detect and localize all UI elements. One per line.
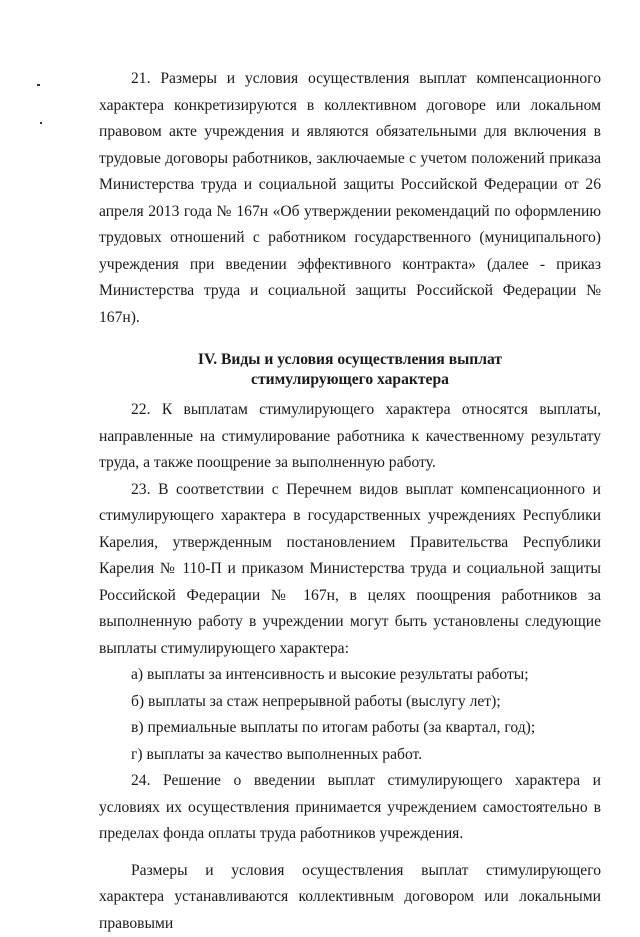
list-item: г) выплаты за качество выполненных работ. bbox=[131, 742, 601, 769]
section-heading-line-1: IV. Виды и условия осуществления выплат bbox=[99, 350, 601, 370]
paragraph-22: 22. К выплатам стимулирующего характера относятся выплаты, направленные на стимулирование работника к качественному результату труда, а также поощрение за выполненную работу. bbox=[99, 397, 601, 477]
paragraph-23: 23. В соответствии с Перечнем видов выплат компенсационного и стимулирующего характера в государственных учреждениях Республики Карелия, утвержденным постановлением Правительства Республики Карелия № 110-П и приказом Министерства труда и социальной защиты Российской Федерации № 167н, в целях поощрения работников за выполненную работу в учреждении могут быть установлены следующие выплаты стимулирующего характера: bbox=[99, 477, 601, 663]
paragraph-gap bbox=[99, 848, 601, 858]
document-body bbox=[99, 66, 601, 937]
paragraph-24: 24. Решение о введении выплат стимулирующего характера и условиях их осуществления принимается учреждением самостоятельно в пределах фонда оплаты труда работников учреждения. bbox=[99, 768, 601, 848]
paragraph-21: 21. Размеры и условия осуществления выплат компенсационного характера конкретизируются в коллективном договоре или локальном правовом акте учреждения и являются обязательными для включения в трудовые договоры работников, заключаемые с учетом положений приказа Министерства труда и социальной защиты Российской Федерации от 26 апреля 2013 года № 167н «Об утверждении рекомендаций по оформлению трудовых отношений с работником государственного (муниципального) учреждения при введении эффективного контракта» (далее - приказ Министерства труда и социальной защиты Российской Федерации № 167н). bbox=[99, 66, 601, 331]
list-item: б) выплаты за стаж непрерывной работы (выслугу лет); bbox=[131, 689, 601, 716]
paragraph-25: Размеры и условия осуществления выплат стимулирующего характера устанавливаются коллективным договором или локальными правовыми bbox=[99, 858, 601, 937]
section-heading-line-2: стимулирующего характера bbox=[99, 370, 601, 390]
list-item: в) премиальные выплаты по итогам работы (за квартал, год); bbox=[131, 715, 601, 742]
scan-mark bbox=[40, 122, 42, 124]
list-item: а) выплаты за интенсивность и высокие результаты работы; bbox=[131, 662, 601, 689]
section-heading bbox=[99, 350, 601, 390]
scan-mark bbox=[37, 84, 40, 86]
